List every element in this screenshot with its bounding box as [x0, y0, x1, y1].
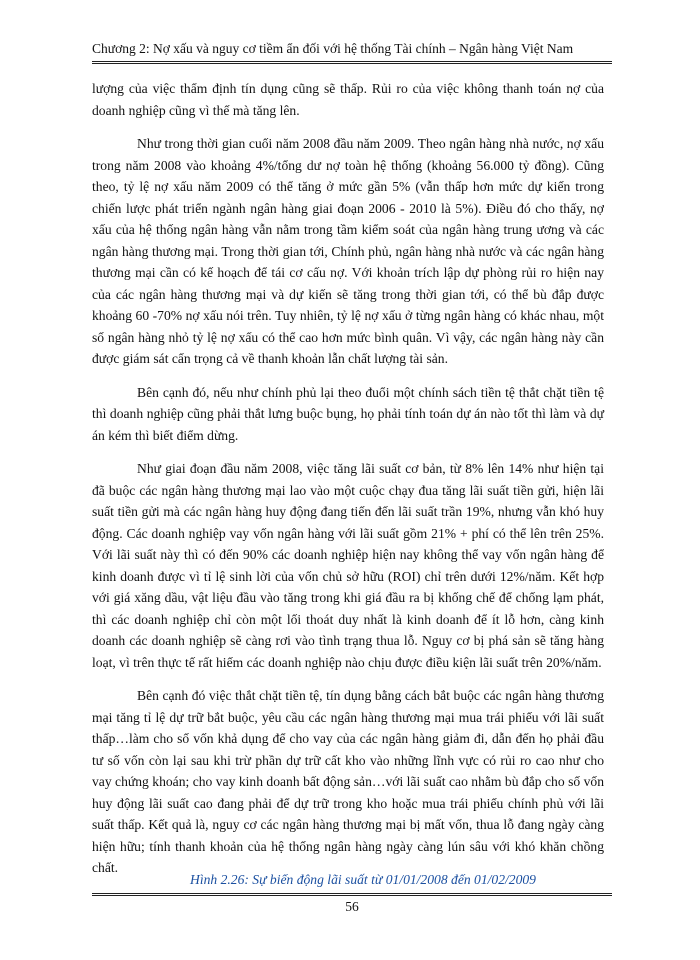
page-number: 56 [345, 899, 359, 914]
running-header: Chương 2: Nợ xấu và nguy cơ tiềm ẩn đối với hệ thống Tài chính – Ngân hàng Việt Nam [92, 40, 612, 64]
footer-rule [92, 893, 612, 896]
paragraph-monetary-policy: Bên cạnh đó, nếu như chính phủ lại theo đuổi một chính sách tiền tệ thắt chặt tiền tệ thì doanh nghiệp cũng phải thắt lưng buộc bụng, họ phải tính toán dự án nào tốt thì làm và dự án kém thì biết điểm dừng. [92, 384, 604, 443]
paragraph-continuation: lượng của việc thẩm định tín dụng cũng sẽ thấp. Rủi ro của việc không thanh toán nợ của doanh nghiệp cũng vì thế mà tăng lên. [92, 81, 604, 118]
figure-caption: Hình 2.26: Sự biến động lãi suất từ 01/01/2008 đến 01/02/2009 [190, 872, 536, 887]
paragraph-interest-rates-2008: Như giai đoạn đầu năm 2008, việc tăng lãi suất cơ bản, từ 8% lên 14% như hiện tại đã buộc các ngân hàng thương mại lao vào một cuộc chạy đua tăng lãi suất tiền gửi, hiện lãi suất tiền gửi mà các ngân hàng huy động đang tiến đến lãi suất trần 19%, nhưng vẫn khó huy động. Các doanh nghiệp vay vốn ngân hàng với lãi suất gồm 21% + phí có thể lên trên 25%. Với lãi suất này thì có đến 90% các doanh nghiệp hiện nay không thể vay vốn ngân hàng để kinh doanh được vì tỉ lệ sinh lời của vốn chủ sở hữu (ROI) chỉ trên dưới 12%/năm. Kết hợp với giá xăng dầu, vật liệu đầu vào tăng trong khi giá đầu ra bị khống chế để chống lạm phát, thì các doanh nghiệp chỉ còn một lối thoát duy nhất là kinh doanh để ít lỗ hơn, càng kinh doanh các doanh nghiệp sẽ càng rơi vào tình trạng thua lỗ. Nguy cơ bị phá sản sẽ tăng hàng loạt, vì trên thực tế rất hiếm các doanh nghiệp nào chịu được điều kiện lãi suất trên 20%/năm. [92, 461, 604, 670]
body-text [92, 78, 604, 891]
paragraph-bad-debt-2008: Như trong thời gian cuối năm 2008 đầu năm 2009. Theo ngân hàng nhà nước, nợ xấu trong năm 2008 vào khoảng 4%/tổng dư nợ toàn hệ thống (khoảng 56.000 tỷ đồng). Cũng theo, tỷ lệ nợ xấu năm 2009 có thể tăng ở mức gần 5% (vẫn thấp hơn mức dự kiến trong chiến lược phát triển ngành ngân hàng giai đoạn 2006 - 2010 là 5%). Điều đó cho thấy, nợ xấu của hệ thống ngân hàng vẫn nằm trong tầm kiểm soát của ngân hàng trung ương và các ngân hàng thương mại. Trong thời gian tới, Chính phủ, ngân hàng nhà nước và các ngân hàng thương mại cần có kế hoạch để tái cơ cấu nợ. Với khoản trích lập dự phòng rủi ro hiện nay của các ngân hàng thương mại và dự kiến sẽ tăng trong thời gian tới, có thể bù đắp được khoảng 60 -70% nợ xấu nói trên. Tuy nhiên, tỷ lệ nợ xấu ở từng ngân hàng có khác nhau, một số ngân hàng nhỏ tỷ lệ nợ xấu có thể cao hơn mức bình quân. Vì vậy, các ngân hàng này cần được giám sát cẩn trọng cả về thanh khoản lẫn chất lượng tài sản. [92, 136, 604, 366]
paragraph-credit-tightening: Bên cạnh đó việc thắt chặt tiền tệ, tín dụng bằng cách bắt buộc các ngân hàng thương mại tăng tỉ lệ dự trữ bắt buộc, yêu cầu các ngân hàng thương mại mua trái phiếu với lãi suất thấp…làm cho số vốn khả dụng để cho vay của các ngân hàng giảm đi, dẫn đến họ phải đầu tư số vốn còn lại sau khi trừ phần dự trữ cất kho vào những lĩnh vực có rủi ro cao như cho vay chứng khoán; cho vay kinh doanh bất động sản…với lãi suất cao nhằm bù đắp cho số vốn huy động lãi suất cao đang phải để dự trữ trong kho hoặc mua trái phiếu chính phủ với lãi suất thấp. Kết quả là, nguy cơ các ngân hàng thương mại bị mất vốn, thua lỗ đang ngày càng hiện hữu; tính thanh khoản của hệ thống ngân hàng ngày càng lún sâu với khó khăn chồng chất. [92, 688, 604, 875]
